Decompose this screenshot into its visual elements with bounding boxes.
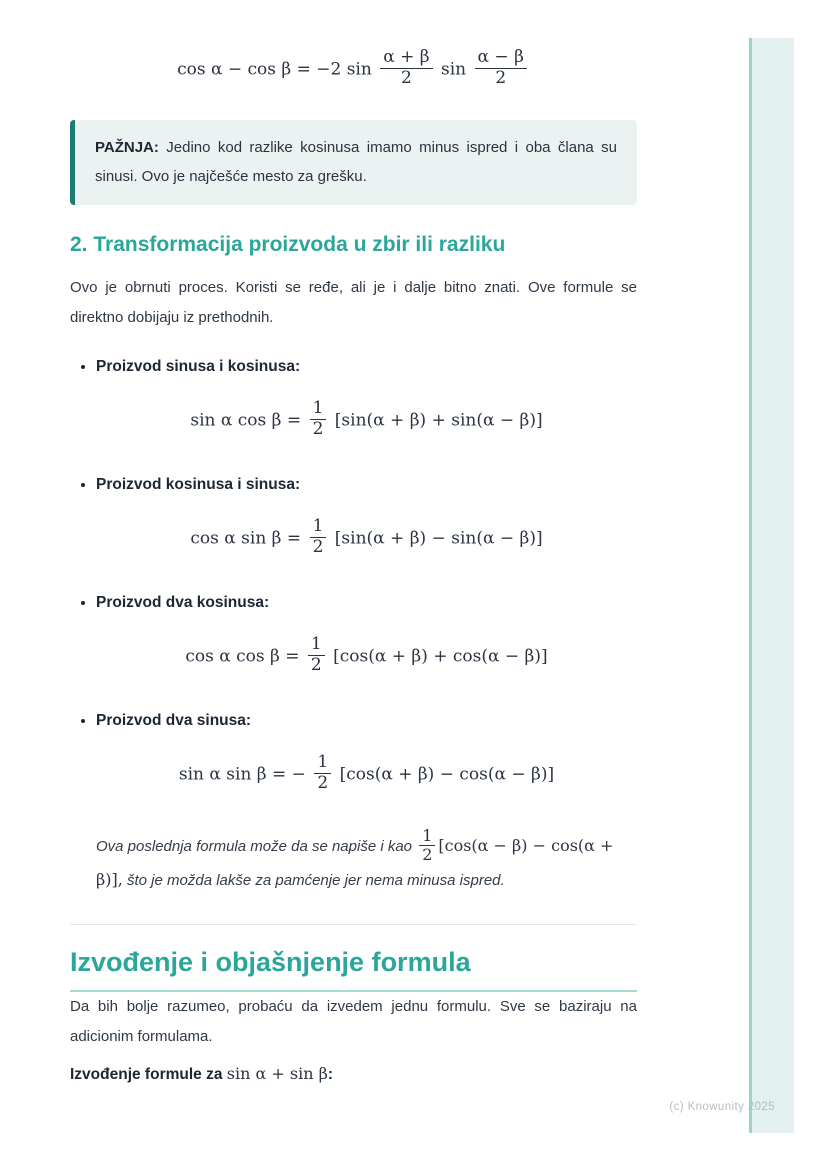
formula-lhs: cos α − cos β = −2 sin [177,59,372,80]
formula-sin-sin [96,752,637,795]
bullet-label: Proizvod dva kosinusa: [96,594,270,612]
document-page [70,0,637,1084]
derivation-lead [70,1064,637,1084]
bullet-label: Proizvod sinusa i kosinusa: [96,358,301,376]
last-formula-note [96,825,637,896]
formula-rhs: [cos(α + β) − cos(α − β)] [339,764,555,785]
bullet-label: Proizvod kosinusa i sinusa: [96,476,301,494]
list-item [96,591,637,677]
fraction: $\frac{1}{2}$ [314,753,331,793]
fraction: $\frac{1}{2}$ [419,827,435,865]
list-item [96,355,637,441]
formula-lhs: sin α sin β = − [178,764,306,785]
note-math: [cos(α − β) − cos(α + β)], [96,835,614,890]
formula-rhs: [sin(α + β) + sin(α − β)] [334,410,543,431]
callout-label: PAŽNJA: [95,139,159,157]
lead-math: sin α + sin β [226,1063,328,1083]
formula-lhs: cos α sin β = [190,528,302,549]
formula-sin-cos [96,398,637,441]
list-item [96,709,637,795]
watermark-text: (c) Knowunity 2025 [669,1101,775,1113]
note-text: Ova poslednja formula može da se napiše i kao [96,837,417,855]
list-item [96,473,637,559]
attention-callout [70,120,637,205]
fraction: $\frac{\alpha - \beta}{2}$ [475,48,527,88]
formula-rhs: [cos(α + β) + cos(α − β)] [333,646,548,667]
fraction: $\frac{1}{2}$ [310,399,327,439]
fraction: $\frac{1}{2}$ [310,517,327,557]
formula-lhs: cos α cos β = [185,646,300,667]
callout-text: Jedino kod razlike kosinusa imamo minus ispred i oba člana su sinusi. Ovo je najčešće mesto za grešku. [95,139,617,185]
formula-rhs: [sin(α + β) − sin(α − β)] [334,528,543,549]
formula-mid: sin [441,59,467,80]
fraction: $\frac{\alpha + \beta}{2}$ [380,48,432,88]
fraction: $\frac{1}{2}$ [308,635,325,675]
section-2-intro: Ovo je obrnuti proces. Koristi se ređe, ali je i dalje bitno znati. Ove formule se direktno dobijaju iz prethodnih. [70,279,637,327]
formula-cos-cos [96,634,637,677]
note-text: što je možda lakše za pamćenje jer nema minusa ispred. [122,872,505,890]
formula-lhs: sin α cos β = [190,410,302,431]
section-2-heading: 2. Transformacija proizvoda u zbir ili razliku [70,233,506,257]
section-divider [70,924,637,925]
lead-bold-text: Izvođenje formule za [70,1065,227,1083]
section-3-intro: Da bih bolje razumeo, probaću da izvedem jednu formulu. Sve se baziraju na adicionim formulama. [70,997,637,1045]
bullet-label: Proizvod dva sinusa: [96,712,252,730]
formula-cos-difference [70,47,637,90]
product-formula-list [70,355,637,795]
right-highlight-strip [749,38,794,1133]
formula-cos-sin [96,516,637,559]
lead-colon: : [327,1065,334,1083]
section-3-heading: Izvođenje i objašnjenje formula [70,947,637,992]
